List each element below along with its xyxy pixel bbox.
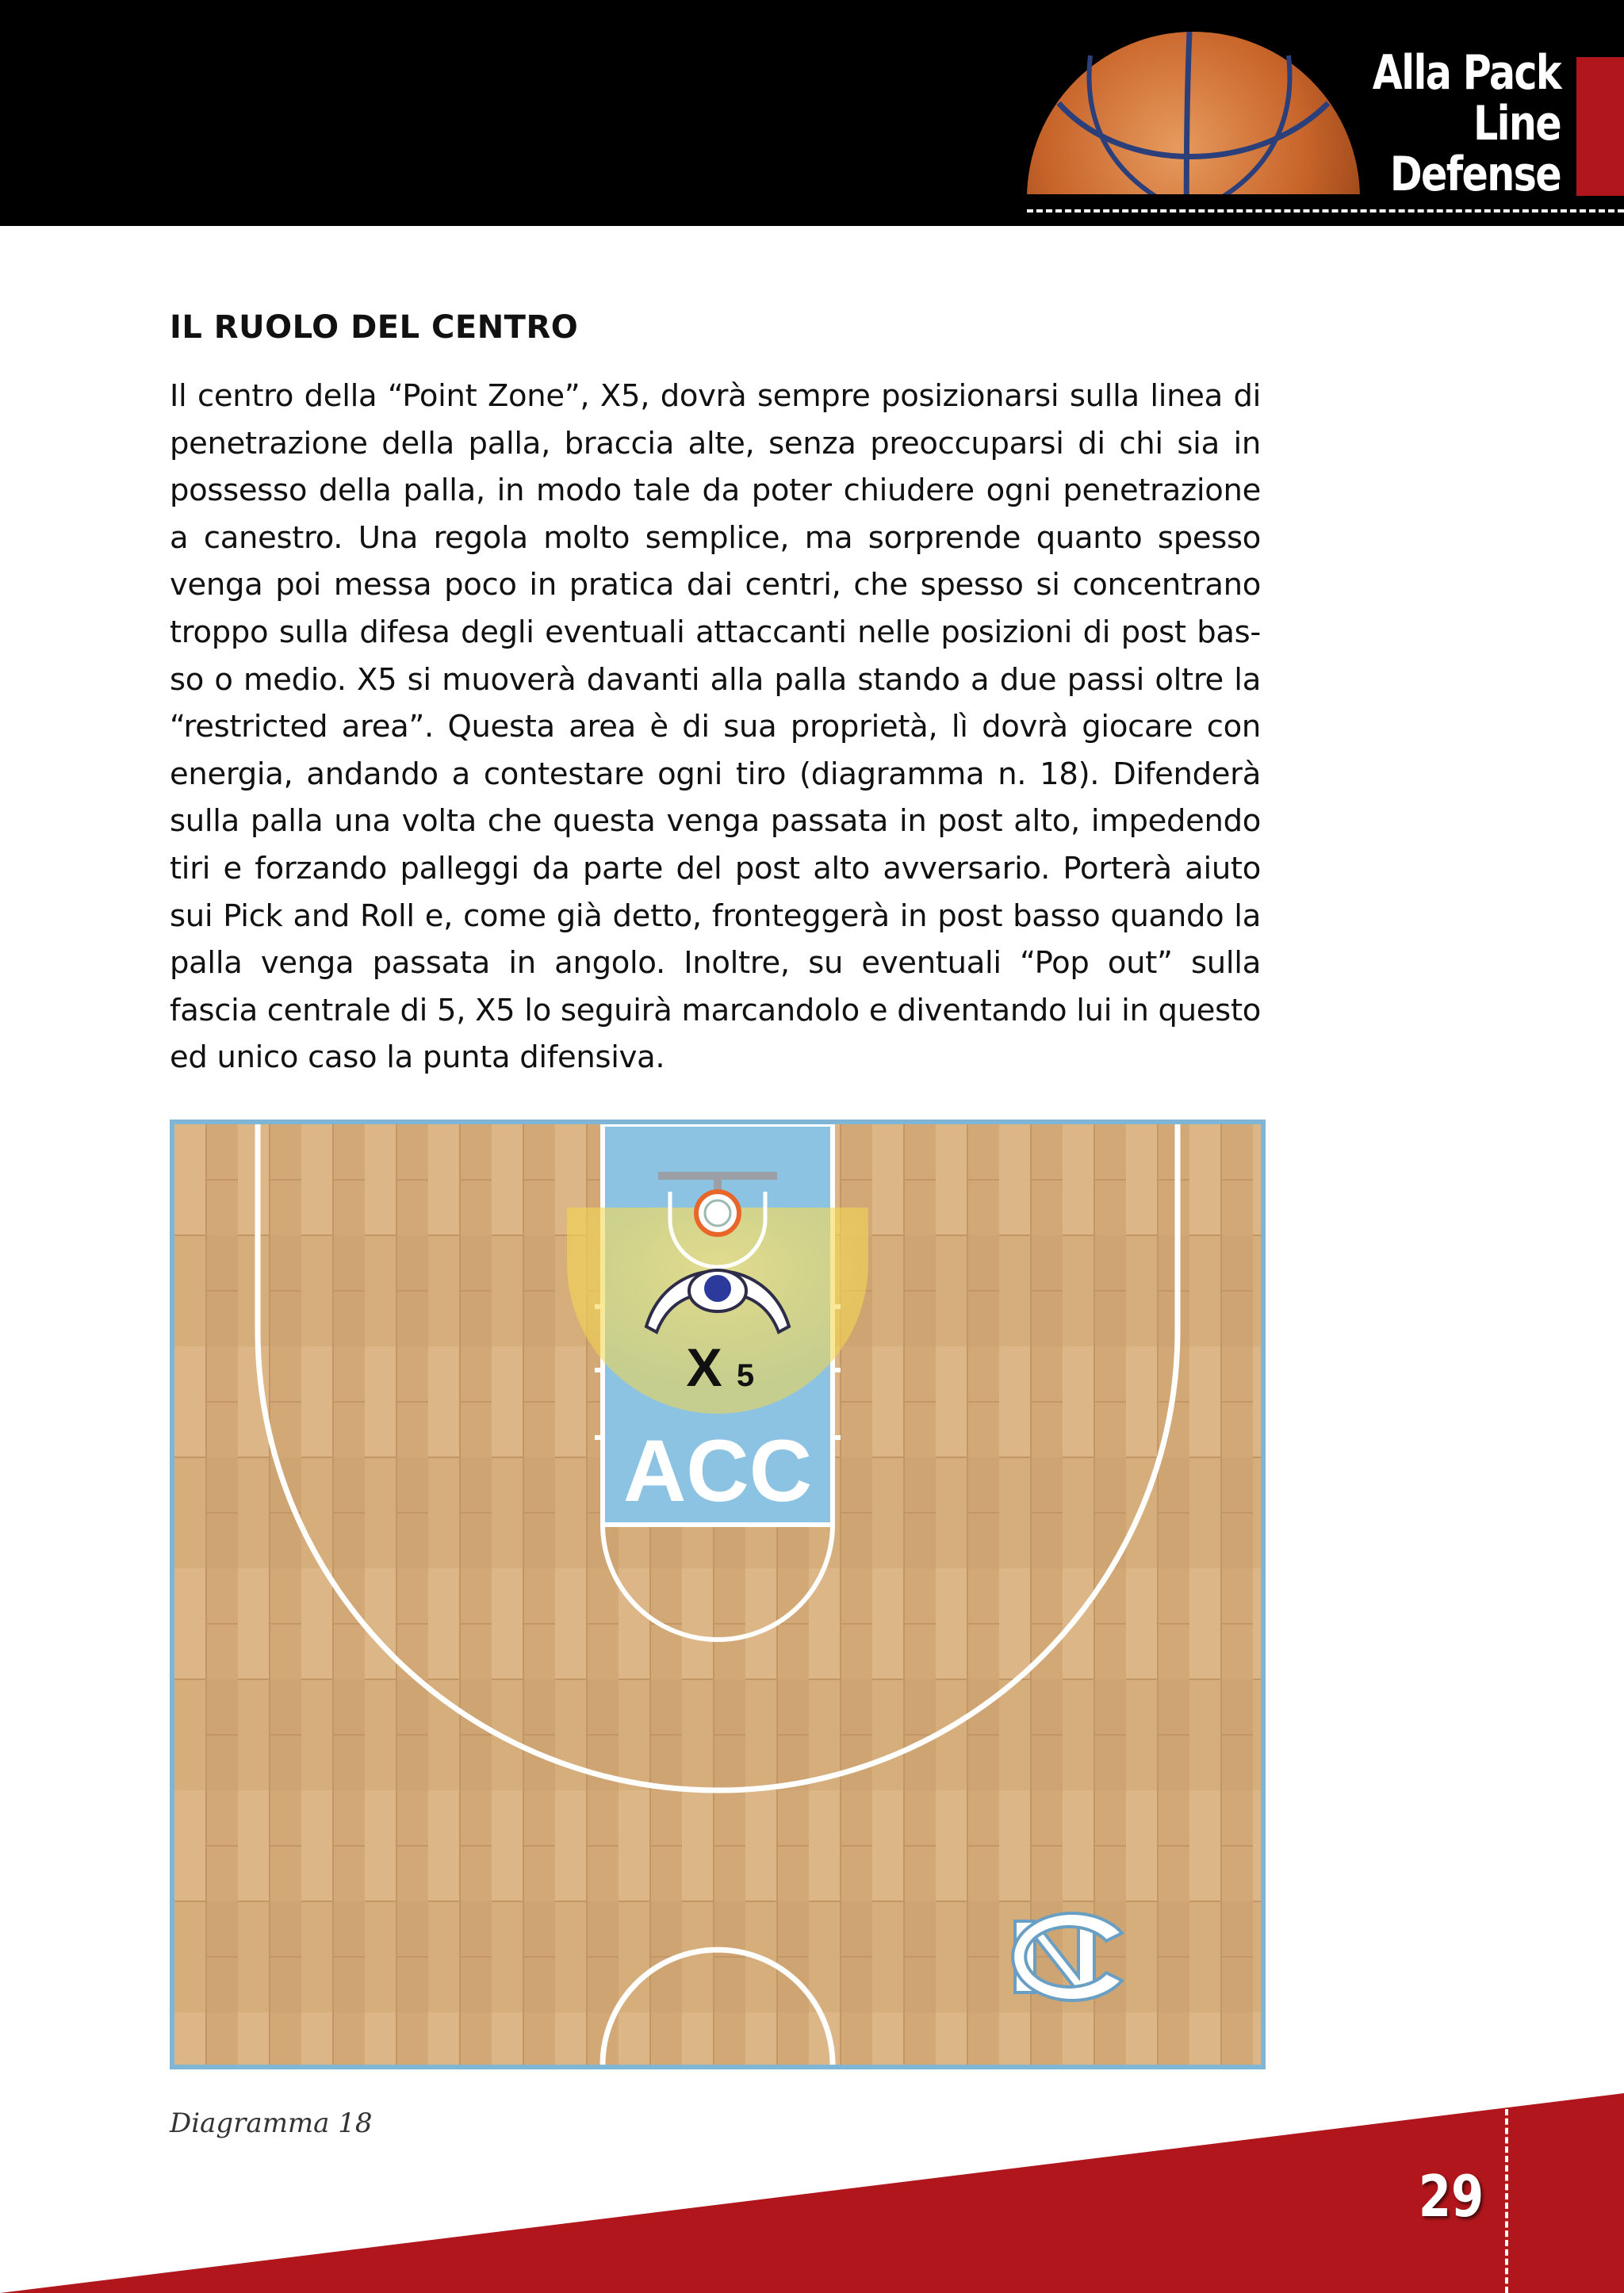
book-title-line: Alla Pack [1372, 45, 1561, 101]
hoop [696, 1192, 739, 1235]
basketball-image [1015, 24, 1380, 194]
book-title [1327, 45, 1561, 202]
player-number: 5 [736, 1358, 755, 1393]
player-head-icon [704, 1275, 731, 1302]
backboard [658, 1172, 777, 1180]
footer-band [0, 2093, 1624, 2293]
player-label: X [686, 1338, 722, 1398]
page-header [0, 0, 1624, 226]
court-diagram [170, 1120, 1266, 2069]
body-paragraph: Il centro della “Point Zone”, X5, dovrà sempre posizionarsi sulla linea di penetrazione della palla, braccia alte, senza preoccuparsi di chi sia in possesso della palla, in modo tale da poter chiudere ogni penetrazione a canestro. Una regola molto semplice, ma sorprende quanto spesso venga poi messa poco in pratica dai centri, che spesso si concentrano troppo sulla difesa degli eventuali attaccanti nelle posizioni di post bas-so o medio. X5 si muoverà davanti alla palla stando a due passi oltre la “restricted area”. Questa area è di sua proprietà, lì dovrà giocare con energia, andando a contestare ogni tiro (diagramma n. 18). Difenderà sulla palla una volta che questa venga passata in post alto, impedendo tiri e forzando palleggi da parte del post alto avversario. Porterà aiuto sui Pick and Roll e, come già detto, fronteggerà in post basso quando la palla venga passata in angolo. Inoltre, su eventuali “Pop out” sulla fascia centrale di 5, X5 lo seguirà marcandolo e diventando lui in questo ed unico caso la punta difensiva. [170, 378, 1261, 1076]
paint-logo-text: ACC [622, 1422, 813, 1520]
book-title-line: Defense [1389, 147, 1561, 202]
book-title-line: Line [1473, 96, 1561, 151]
diagram-caption: Diagramma 18 [170, 2107, 373, 2139]
court-svg [174, 1124, 1261, 2065]
section-heading: IL RUOLO DEL CENTRO [170, 309, 579, 346]
header-accent-bar [1576, 57, 1624, 196]
header-dashed-line [1027, 209, 1624, 212]
footer-dashed-line [1505, 2109, 1508, 2293]
page-number: 29 [1418, 2163, 1484, 2230]
